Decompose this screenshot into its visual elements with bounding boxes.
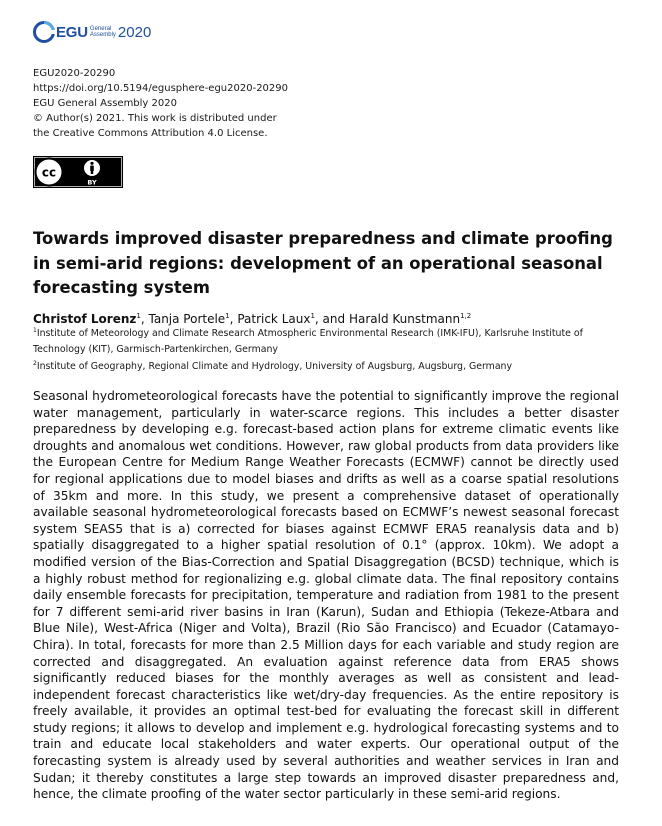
affiliation-number: 1 — [33, 327, 37, 334]
doi-link[interactable]: https://doi.org/10.5194/egusphere-egu2020-20290 — [33, 83, 289, 94]
paper-title: Towards improved disaster preparedness and climate proofing in semi-arid regions: development of an operational seasonal forecasting system — [33, 229, 613, 297]
affiliation-1 — [33, 323, 633, 357]
author-name: Tanja Portele — [148, 312, 226, 326]
affiliation-text: Institute of Meteorology and Climate Research Atmospheric Environmental Research (IMK-IFU), Karlsruhe Institute of Technology (KIT), Garmisch-Partenkirchen, Germany — [33, 328, 583, 355]
cc-text: cc — [41, 165, 57, 180]
logo-egu-text: EGU — [56, 23, 88, 41]
cc-by-license-badge[interactable] — [33, 156, 123, 188]
author-list: Christof Lorenz$^1$, Tanja Portele$^1$, Patrick Laux$^1$, and Harald Kunstmann$^{1,2}$ — [33, 312, 472, 326]
logo-year: 2020 — [117, 23, 152, 41]
abstract-body: Seasonal hydrometeorological forecasts have the potential to significantly improve the regional water management, particularly in water-scarce regions. This includes a better disaster preparedness by developing e.g. forecast-based action plans for extreme climatic events like droughts and anomalous wet conditions. However, raw global products from data providers like the European Centre for Medium Range Weather Forecasts (ECMWF) cannot be directly used for regional applications due to model biases and drifts as well as a coarse spatial resolutions of 35km and more. In this study, we present a comprehensive dataset of operationally available seasonal hydrometeorological forecasts based on ECMWF’s newest seasonal forecast system SEAS5 that is a) corrected for biases against ECMWF ERA5 reanalysis data and b) spatially disaggregated to a higher spatial resolution of 0.1° (approx. 10km). We adopt a modified version of the Bias-Correction and Spatial Disaggregation (BCSD) technique, which is a highly robust method for regionalizing e.g. global climate data. The final repository contains daily ensemble forecasts for precipitation, temperature and radiation from 1981 to the present for 7 different semi-arid river basins in Iran (Karun), Sudan and Ethiopia (Tekeze-Atbara and Blue Nile), West-Africa (Niger and Volta), Brazil (Rio São Francisco) and Ecuador (Catamayo-Chira). In total, forecasts for more than 2.5 Million days for each variable and study region are corrected and disaggregated. An evaluation against reference data from ERA5 shows significantly reduced biases for the monthly averages as well as consistent and lead-independent forecast characteristics like wet/dry-day frequencies. As the entire repository is freely available, it provides an optimal test-bed for evaluating the forecast skill in different study regions; it allows to develop and implement e.g. hydrological forecasting systems and to train and educate local stakeholders and water experts. Our operational output of the forecasting system is already used by several authorities and weather services in Iran and Sudan; it thereby constitutes a large step towards an improved disaster preparedness and, hence, the climate proofing of the water sector particularly in these semi-arid regions. — [33, 389, 619, 802]
author-affiliation-ref: 1,2 — [460, 312, 472, 320]
abstract-id: EGU2020-20290 — [33, 68, 116, 79]
conference-name: EGU General Assembly 2020 — [33, 98, 177, 109]
logo-subtitle: General Assembly — [89, 26, 116, 38]
author-name: Christof Lorenz — [33, 312, 137, 326]
affiliation-2 — [33, 356, 633, 375]
affiliation-number: 2 — [33, 360, 37, 367]
abstract-metadata — [33, 66, 288, 141]
author-name: Harald Kunstmann — [348, 312, 461, 326]
affiliation-text: Institute of Geography, Regional Climate and Hydrology, University of Augsburg, Augsburg, Germany — [36, 361, 513, 373]
author-affiliation-ref: 1 — [225, 312, 230, 320]
by-text: BY — [87, 178, 97, 187]
license-notice: the Creative Commons Attribution 4.0 License. — [33, 128, 268, 139]
author-affiliation-ref: 1 — [136, 312, 141, 320]
egu-globe-icon — [33, 21, 55, 43]
author-affiliation-ref: 1 — [310, 312, 315, 320]
author-name: Patrick Laux — [237, 312, 311, 326]
egu-logo — [33, 19, 151, 45]
copyright-notice: © Author(s) 2021. This work is distributed under — [33, 113, 277, 124]
